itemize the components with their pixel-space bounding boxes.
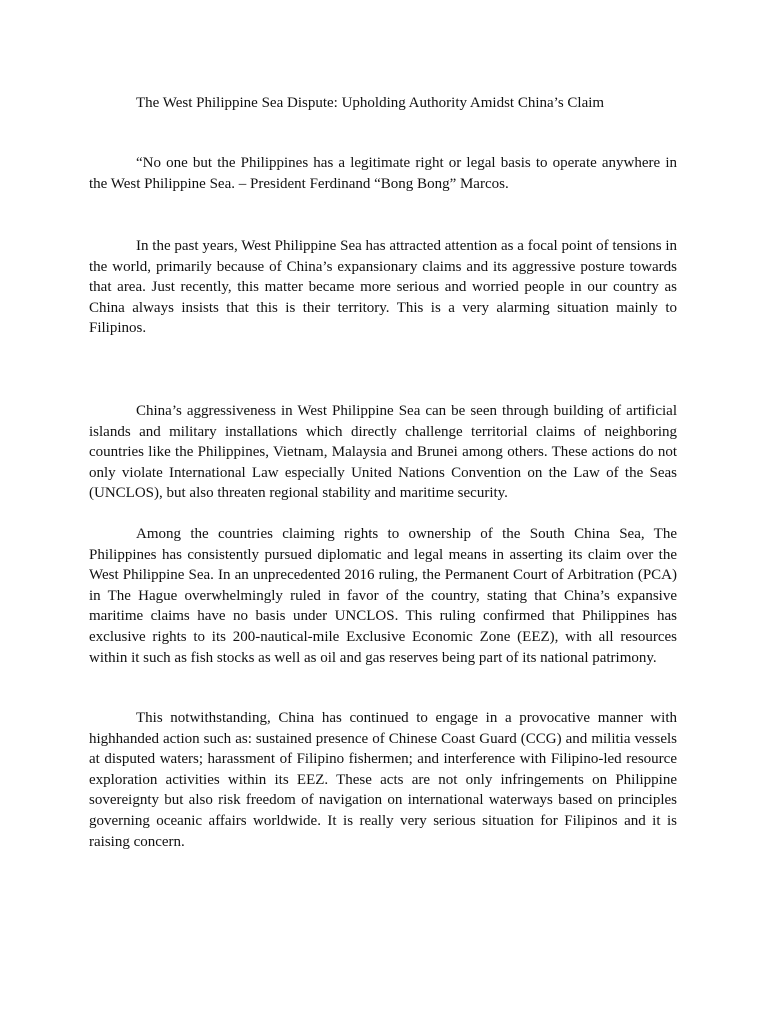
paragraph-aggressiveness: China’s aggressiveness in West Philippine Sea can be seen through building of artificial islands and military installations which directly challenge territorial claims of neighboring countries like the Philippines, Vietnam, Malaysia and Brunei among others. These actions do not only violate International Law especially United Nations Convention on the Law of the Seas (UNCLOS), but also threaten regional stability and maritime security.	[89, 403, 677, 502]
document-title: The West Philippine Sea Dispute: Upholding Authority Amidst China’s Claim	[136, 95, 605, 111]
opening-quote: “No one but the Philippines has a legitimate right or legal basis to operate anywhere in the West Philippine Sea. – President Ferdinand “Bong Bong” Marcos.	[89, 155, 677, 192]
paragraph-provocations: This notwithstanding, China has continued to engage in a provocative manner with highhanded action such as: sustained presence of Chinese Coast Guard (CCG) and militia vessels at disputed waters; harassment of Filipino fishermen; and interference with Filipino-led resource exploration activities within its EEZ. These acts are not only infringements on Philippine sovereignty but also risk freedom of navigation on international waterways based on principles governing oceanic affairs worldwide. It is really very serious situation for Filipinos and it is raising concern.	[89, 710, 677, 850]
paragraph-intro: In the past years, West Philippine Sea has attracted attention as a focal point of tensions in the world, primarily because of China’s expansionary claims and its aggressive posture towards that area. Just recently, this matter became more serious and worried people in our country as China always insists that this is their territory. This is a very alarming situation mainly to Filipinos.	[89, 238, 677, 337]
paragraph-arbitration-ruling: Among the countries claiming rights to ownership of the South China Sea, The Philippines has consistently pursued diplomatic and legal means in asserting its claim over the West Philippine Sea. In an unprecedented 2016 ruling, the Permanent Court of Arbitration (PCA) in The Hague overwhelmingly ruled in favor of the country, stating that China’s expansive maritime claims have no basis under UNCLOS. This ruling confirmed that Philippines has exclusive rights to its 200-nautical-mile Exclusive Economic Zone (EEZ), with all resources within it such as fish stocks as well as oil and gas reserves being part of its national patrimony.	[89, 526, 677, 666]
